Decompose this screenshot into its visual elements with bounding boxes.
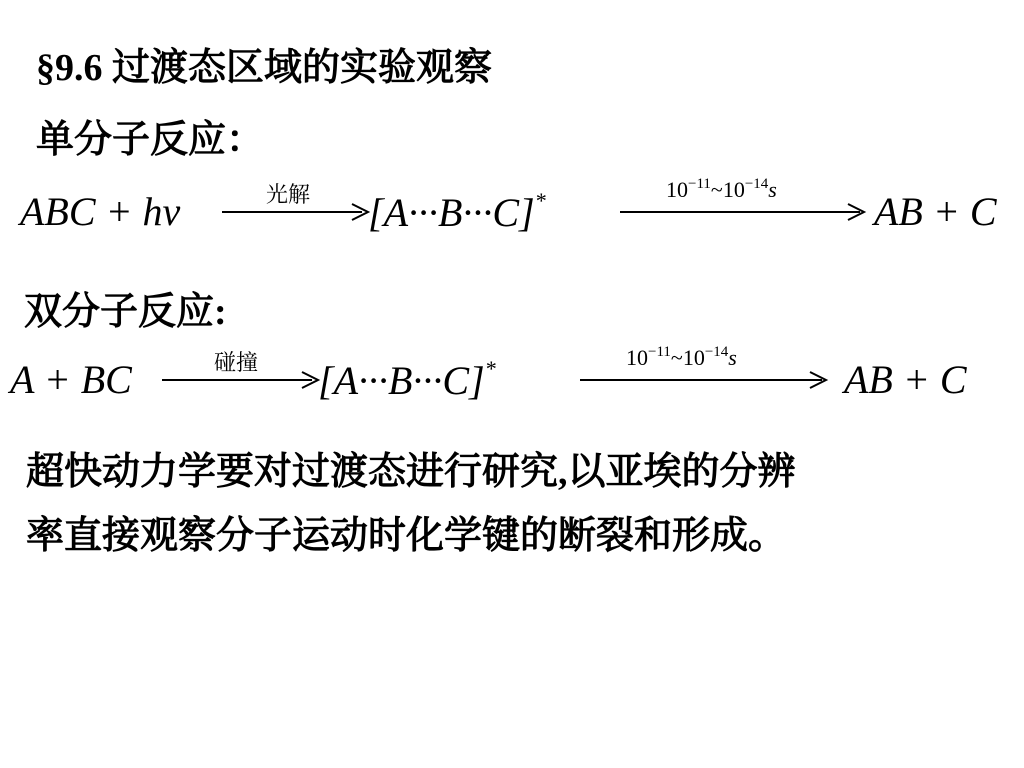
bi-star: *	[484, 356, 496, 381]
uni-products: AB + C	[874, 189, 997, 234]
bi-arrow2-icon	[580, 368, 832, 392]
uni-time-base1: 10	[666, 177, 688, 202]
bimolecular-heading: 双分子反应:	[24, 291, 227, 333]
slide-title: §9.6 过渡态区域的实验观察	[36, 47, 493, 89]
uni-star: *	[534, 188, 546, 213]
bi-time-exp2: −14	[704, 344, 729, 360]
uni-arrow1-icon	[222, 200, 372, 224]
bi-intermediate	[318, 356, 496, 404]
description-line-2: 率直接观察分子运动时化学键的断裂和形成。	[26, 515, 787, 557]
bi-intermediate-text: [A···B···C]	[318, 358, 485, 403]
uni-time-base2: 10	[722, 177, 745, 202]
uni-intermediate-text: [A···B···C]	[368, 190, 535, 235]
bi-arrow-label: 碰撞	[214, 350, 259, 375]
uni-intermediate	[368, 188, 546, 236]
uni-arrow-label: 光解	[266, 182, 311, 207]
bi-time-unit: s	[728, 345, 737, 370]
bi-time-sep: ~	[670, 345, 683, 370]
bi-time-base2: 10	[682, 345, 705, 370]
bi-arrow1-icon	[162, 368, 322, 392]
uni-time-exp1: −11	[688, 176, 711, 192]
uni-time-unit: s	[768, 177, 777, 202]
description-line-1: 超快动力学要对过渡态进行研究,以亚埃的分辨	[26, 451, 796, 493]
uni-time-exp2: −14	[744, 176, 769, 192]
bi-time-label	[626, 344, 737, 371]
uni-arrow2-icon	[620, 200, 870, 224]
bi-reactants: A + BC	[10, 357, 132, 402]
uni-time-sep: ~	[710, 177, 723, 202]
bi-time-base1: 10	[626, 345, 648, 370]
uni-time-label	[666, 176, 777, 203]
unimolecular-heading: 单分子反应：	[36, 119, 265, 161]
bi-time-exp1: −11	[648, 344, 671, 360]
bi-products: AB + C	[844, 357, 967, 402]
uni-reactants: ABC + hν	[20, 189, 181, 234]
description-paragraph	[26, 440, 986, 568]
